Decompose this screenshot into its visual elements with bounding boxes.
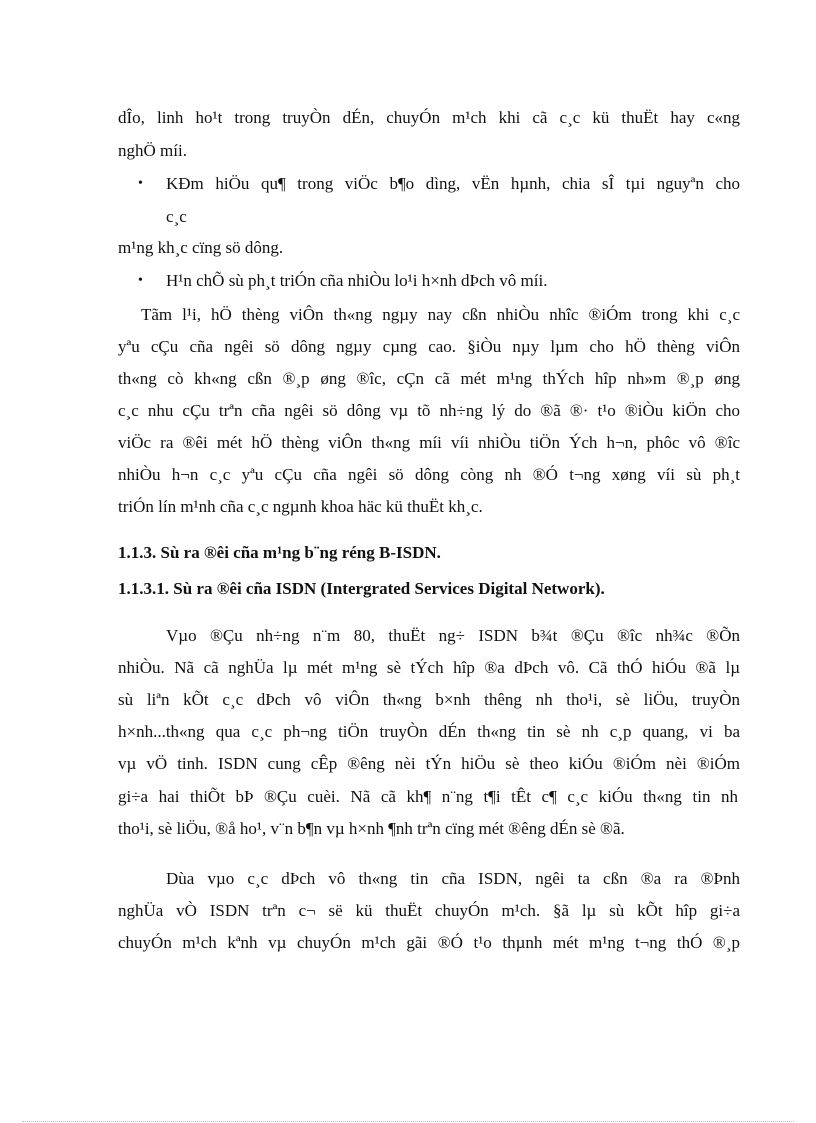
paragraph-line: h×nh...th«ng qua c¸c ph¬ng tiÖn truyÒn dÉn th«ng tin sè nh c¸p quang, vi ba — [118, 722, 740, 741]
paragraph-line: nghÖ míi. — [118, 141, 187, 160]
paragraph-line: triÓn lín m¹nh cña c¸c ngµnh khoa häc kü thuËt kh¸c. — [118, 497, 483, 516]
paragraph-line: m¹ng kh¸c cïng sö dông. — [118, 238, 284, 257]
bullet-icon: • — [138, 176, 143, 191]
paragraph-line: yªu cÇu cña ngêi sö dông ngµy cµng cao. §iÒu nµy lµm cho hÖ thèng viÔn — [118, 337, 740, 356]
paragraph-line: th«ng cò kh«ng cßn ®¸p øng ®îc, cÇn cã mét m¹ng thÝch hîp nh»m ®¸p øng — [118, 369, 740, 388]
paragraph-line: nghÜa vÒ ISDN trªn c¬ së kü thuËt chuyÓn m¹ch. §ã lµ sù kÕt hîp gi÷a — [118, 901, 740, 920]
paragraph-line: Vµo ®Çu nh÷ng n¨m 80, thuËt ng÷ ISDN b¾t ®Çu ®îc nh¾c ®Õn — [166, 626, 740, 645]
paragraph-line: tho¹i, sè liÖu, ®å ho¹, v¨n b¶n vµ h×nh ¶nh trªn cïng mét ®êng dÉn sè ®ã. — [118, 819, 625, 838]
paragraph-line: Tãm l¹i, hÖ thèng viÔn th«ng ngµy nay cßn nhiÒu nhîc ®iÓm trong khi c¸c — [141, 305, 740, 324]
paragraph-line: sù liªn kÕt c¸c dÞch vô viÔn th«ng b×nh thêng nh tho¹i, sè liÖu, truyÒn — [118, 690, 740, 709]
paragraph-line: gi÷a hai thiÕt bÞ ®Çu cuèi. Nã cã kh¶ n¨ng t¶i tÊt c¶ c¸c kiÓu th«ng tin nh — [118, 787, 738, 806]
bullet-item-line: H¹n chÕ sù ph¸t triÓn cña nhiÒu lo¹i h×nh dÞch vô míi. — [166, 271, 548, 290]
paragraph-line: chuyÓn m¹ch kªnh vµ chuyÓn m¹ch gãi ®Ó t¹o thµnh mét m¹ng t¬ng thÓ ®¸p — [118, 933, 740, 952]
bullet-item-line: KÐm hiÖu qu¶ trong viÖc b¶o dìng, vËn hµnh, chia sÎ tµi nguyªn cho — [166, 174, 740, 193]
paragraph-line: dÎo, linh ho¹t trong truyÒn dÉn, chuyÓn m¹ch khi cã c¸c kü thuËt hay c«ng — [118, 108, 740, 127]
paragraph-line: vµ vÖ tinh. ISDN cung cÊp ®êng nèi tÝn hiÖu sè theo kiÓu ®iÓm nèi ®iÓm — [118, 754, 740, 773]
paragraph-line: Dùa vµo c¸c dÞch vô th«ng tin cña ISDN, ngêi ta cßn ®a ra ®Þnh — [166, 869, 740, 888]
paragraph-line: viÖc ra ®êi mét hÖ thèng viÔn th«ng míi víi nhiÒu tiÖn Ých h¬n, phôc vô ®îc — [118, 433, 740, 452]
paragraph-line: nhiÒu. Nã cã nghÜa lµ mét m¹ng sè tÝch hîp ®a dÞch vô. Cã thÓ hiÓu ®ã lµ — [118, 658, 740, 677]
bullet-icon: • — [138, 273, 143, 288]
section-heading: 1.1.3. Sù ra ®êi cña m¹ng b¨ng réng B-ISDN. — [118, 543, 441, 562]
paragraph-line: nhiÒu h¬n c¸c yªu cÇu cña ngêi sö dông còng nh ®Ó t¬ng xøng víi sù ph¸t — [118, 465, 740, 484]
bullet-item-line: c¸c — [166, 207, 187, 226]
paragraph-line: c¸c nhu cÇu trªn cña ngêi sö dông vµ tõ nh÷ng lý do ®ã ®· t¹o ®iÒu kiÖn cho — [118, 401, 740, 420]
page-bottom-rule — [22, 1121, 794, 1122]
subsection-heading: 1.1.3.1. Sù ra ®êi cña ISDN (Intergrated Services Digital Network). — [118, 579, 605, 598]
